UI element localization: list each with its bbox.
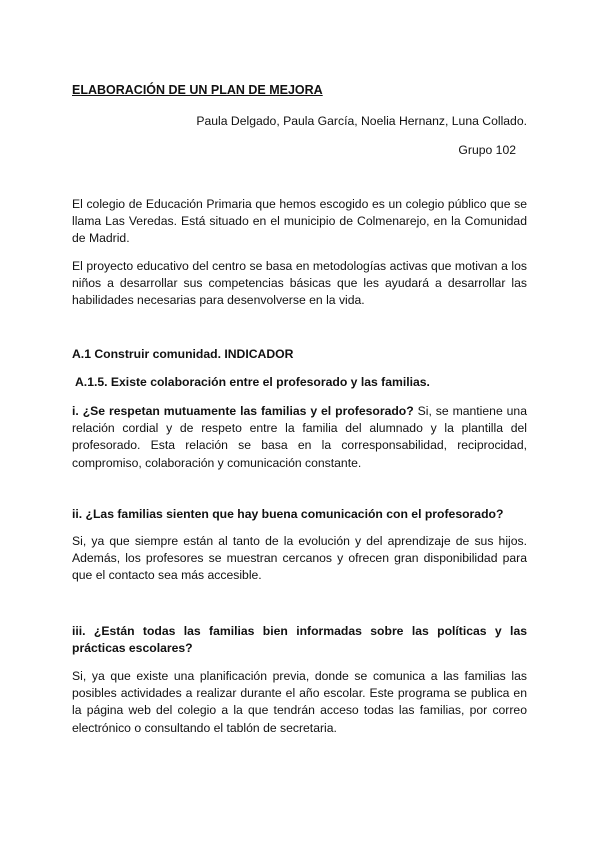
document-title: ELABORACIÓN DE UN PLAN DE MEJORA — [72, 83, 323, 97]
section-heading: A.1 Construir comunidad. INDICADOR — [72, 347, 294, 361]
indicator-heading: A.1.5. Existe colaboración entre el profesorado y las familias. — [75, 375, 430, 389]
intro-paragraph-1: El colegio de Educación Primaria que hemos escogido es un colegio público que se llama Las Veredas. Está situado en el municipio de Colmenarejo, en la Comunidad de Madrid. — [72, 197, 527, 246]
intro-paragraph-2: El proyecto educativo del centro se basa en metodologías activas que motivan a los niños a desarrollar sus competencias básicas que les ayudará a desarrollar las habilidades necesarias para desenvolverse en la vida. — [72, 259, 527, 308]
question-2-answer: Si, ya que siempre están al tanto de la evolución y del aprendizaje de sus hijos. Además, los profesores se muestran cercanos y ofrecen gran disponibilidad para que el contacto sea más accesible. — [72, 534, 527, 583]
question-2-text: ii. ¿Las familias sienten que hay buena comunicación con el profesorado? — [72, 507, 504, 521]
authors-line: Paula Delgado, Paula García, Noelia Hernanz, Luna Collado. — [196, 114, 527, 128]
question-1-block — [72, 403, 527, 472]
question-1-text: i. ¿Se respetan mutuamente las familias y el profesorado? — [72, 404, 414, 418]
question-3-text: iii. ¿Están todas las familias bien informadas sobre las políticas y las prácticas escolares? — [72, 624, 527, 656]
question-3-answer: Si, ya que existe una planificación previa, donde se comunica a las familias las posibles actividades a realizar durante el año escolar. Este programa se publica en la página web del colegio a la que tendrán acceso todas las familias, por correo electrónico o consultando el tablón de secretaria. — [72, 669, 527, 735]
group-label: Grupo 102 — [458, 143, 516, 157]
question-1-answer: Si, se mantiene una relación cordial y de respeto entre la familia del alumnado y la plantilla del profesorado. Esta relación se basa en la corresponsabilidad, reciprocidad, compromiso, colaboración y comunicación constante. — [72, 404, 527, 470]
